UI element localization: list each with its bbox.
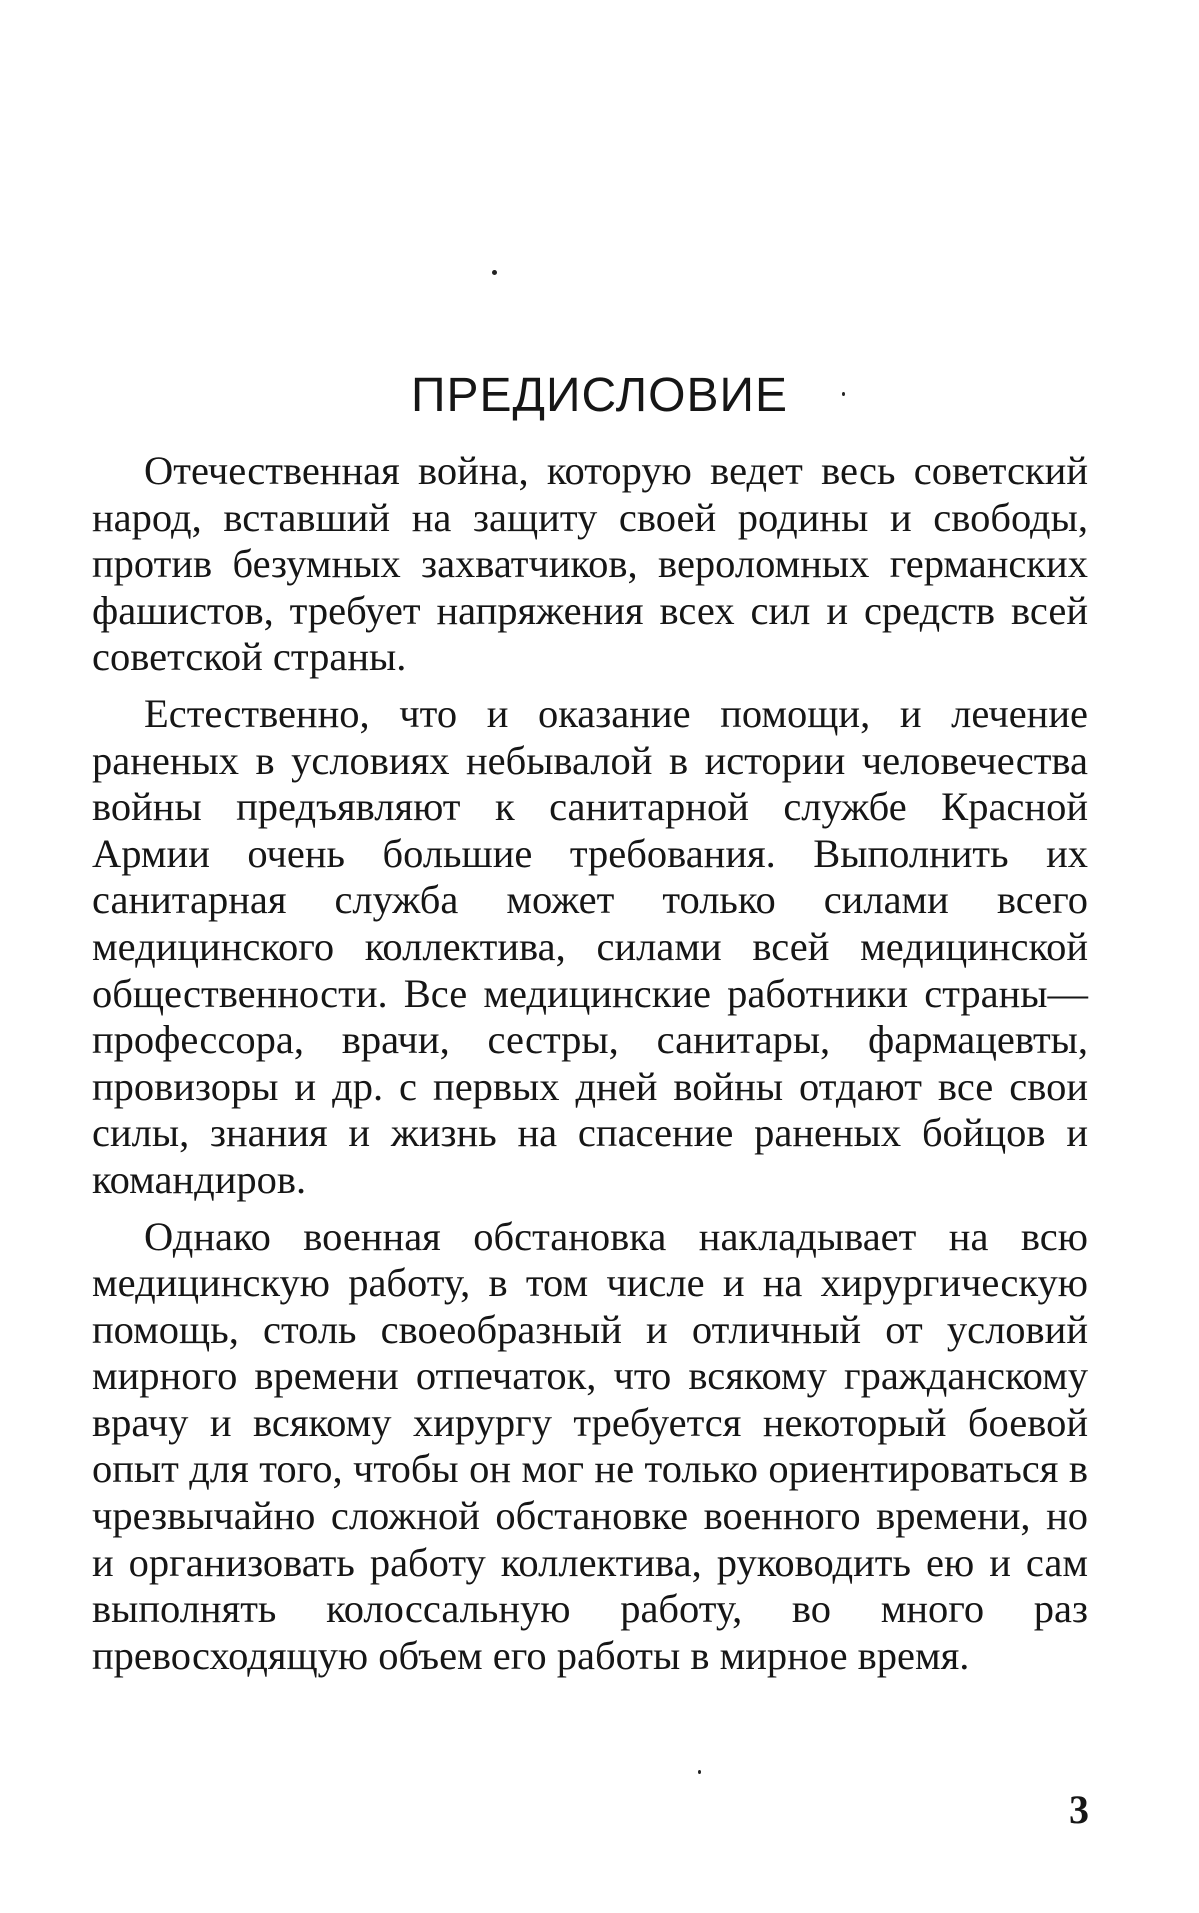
chapter-title: ПРЕДИСЛОВИЕ bbox=[411, 369, 788, 422]
paragraph-2: Естественно, что и оказание помощи, и лечение раненых в условиях небывалой в истории человечества войны предъявляют к санитарной службе Красной Армии очень большие требования. Выполнить их санитарная служба может только силами всего медицинского коллектива, силами всей медицинской общественности. Все медицинские работники страны—профессора, врачи, сестры, санитары, фармацевты, провизоры и др. с первых дней войны отдают все свои силы, знания и жизнь на спасение раненых бойцов и командиров. bbox=[92, 690, 1088, 1202]
paragraph-1: Отечественная война, которую ведет весь советский народ, вставший на защиту своей родины и свободы, против безумных захватчиков, вероломных германских фашистов, требует напряжения всех сил и средств всей советской страны. bbox=[92, 448, 1088, 680]
paragraph-3: Однако военная обстановка накладывает на всю медицинскую работу, в том числе и на хирургическую помощь, столь своеобразный и отличный от условий мирного времени отпечаток, что всякому гражданскому врачу и всякому хирургу требуется некоторый боевой опыт для того, чтобы он мог не только ориентироваться в чрезвычайно сложной обстановке военного времени, но и организовать работу коллектива, руководить ею и сам выполнять колоссальную работу, во много раз превосходящую объем его работы в мирное время. bbox=[92, 1213, 1088, 1678]
print-speck bbox=[492, 270, 497, 275]
print-speck bbox=[698, 1770, 701, 1774]
body-text bbox=[92, 448, 1088, 1689]
page-number: 3 bbox=[1069, 1787, 1089, 1832]
